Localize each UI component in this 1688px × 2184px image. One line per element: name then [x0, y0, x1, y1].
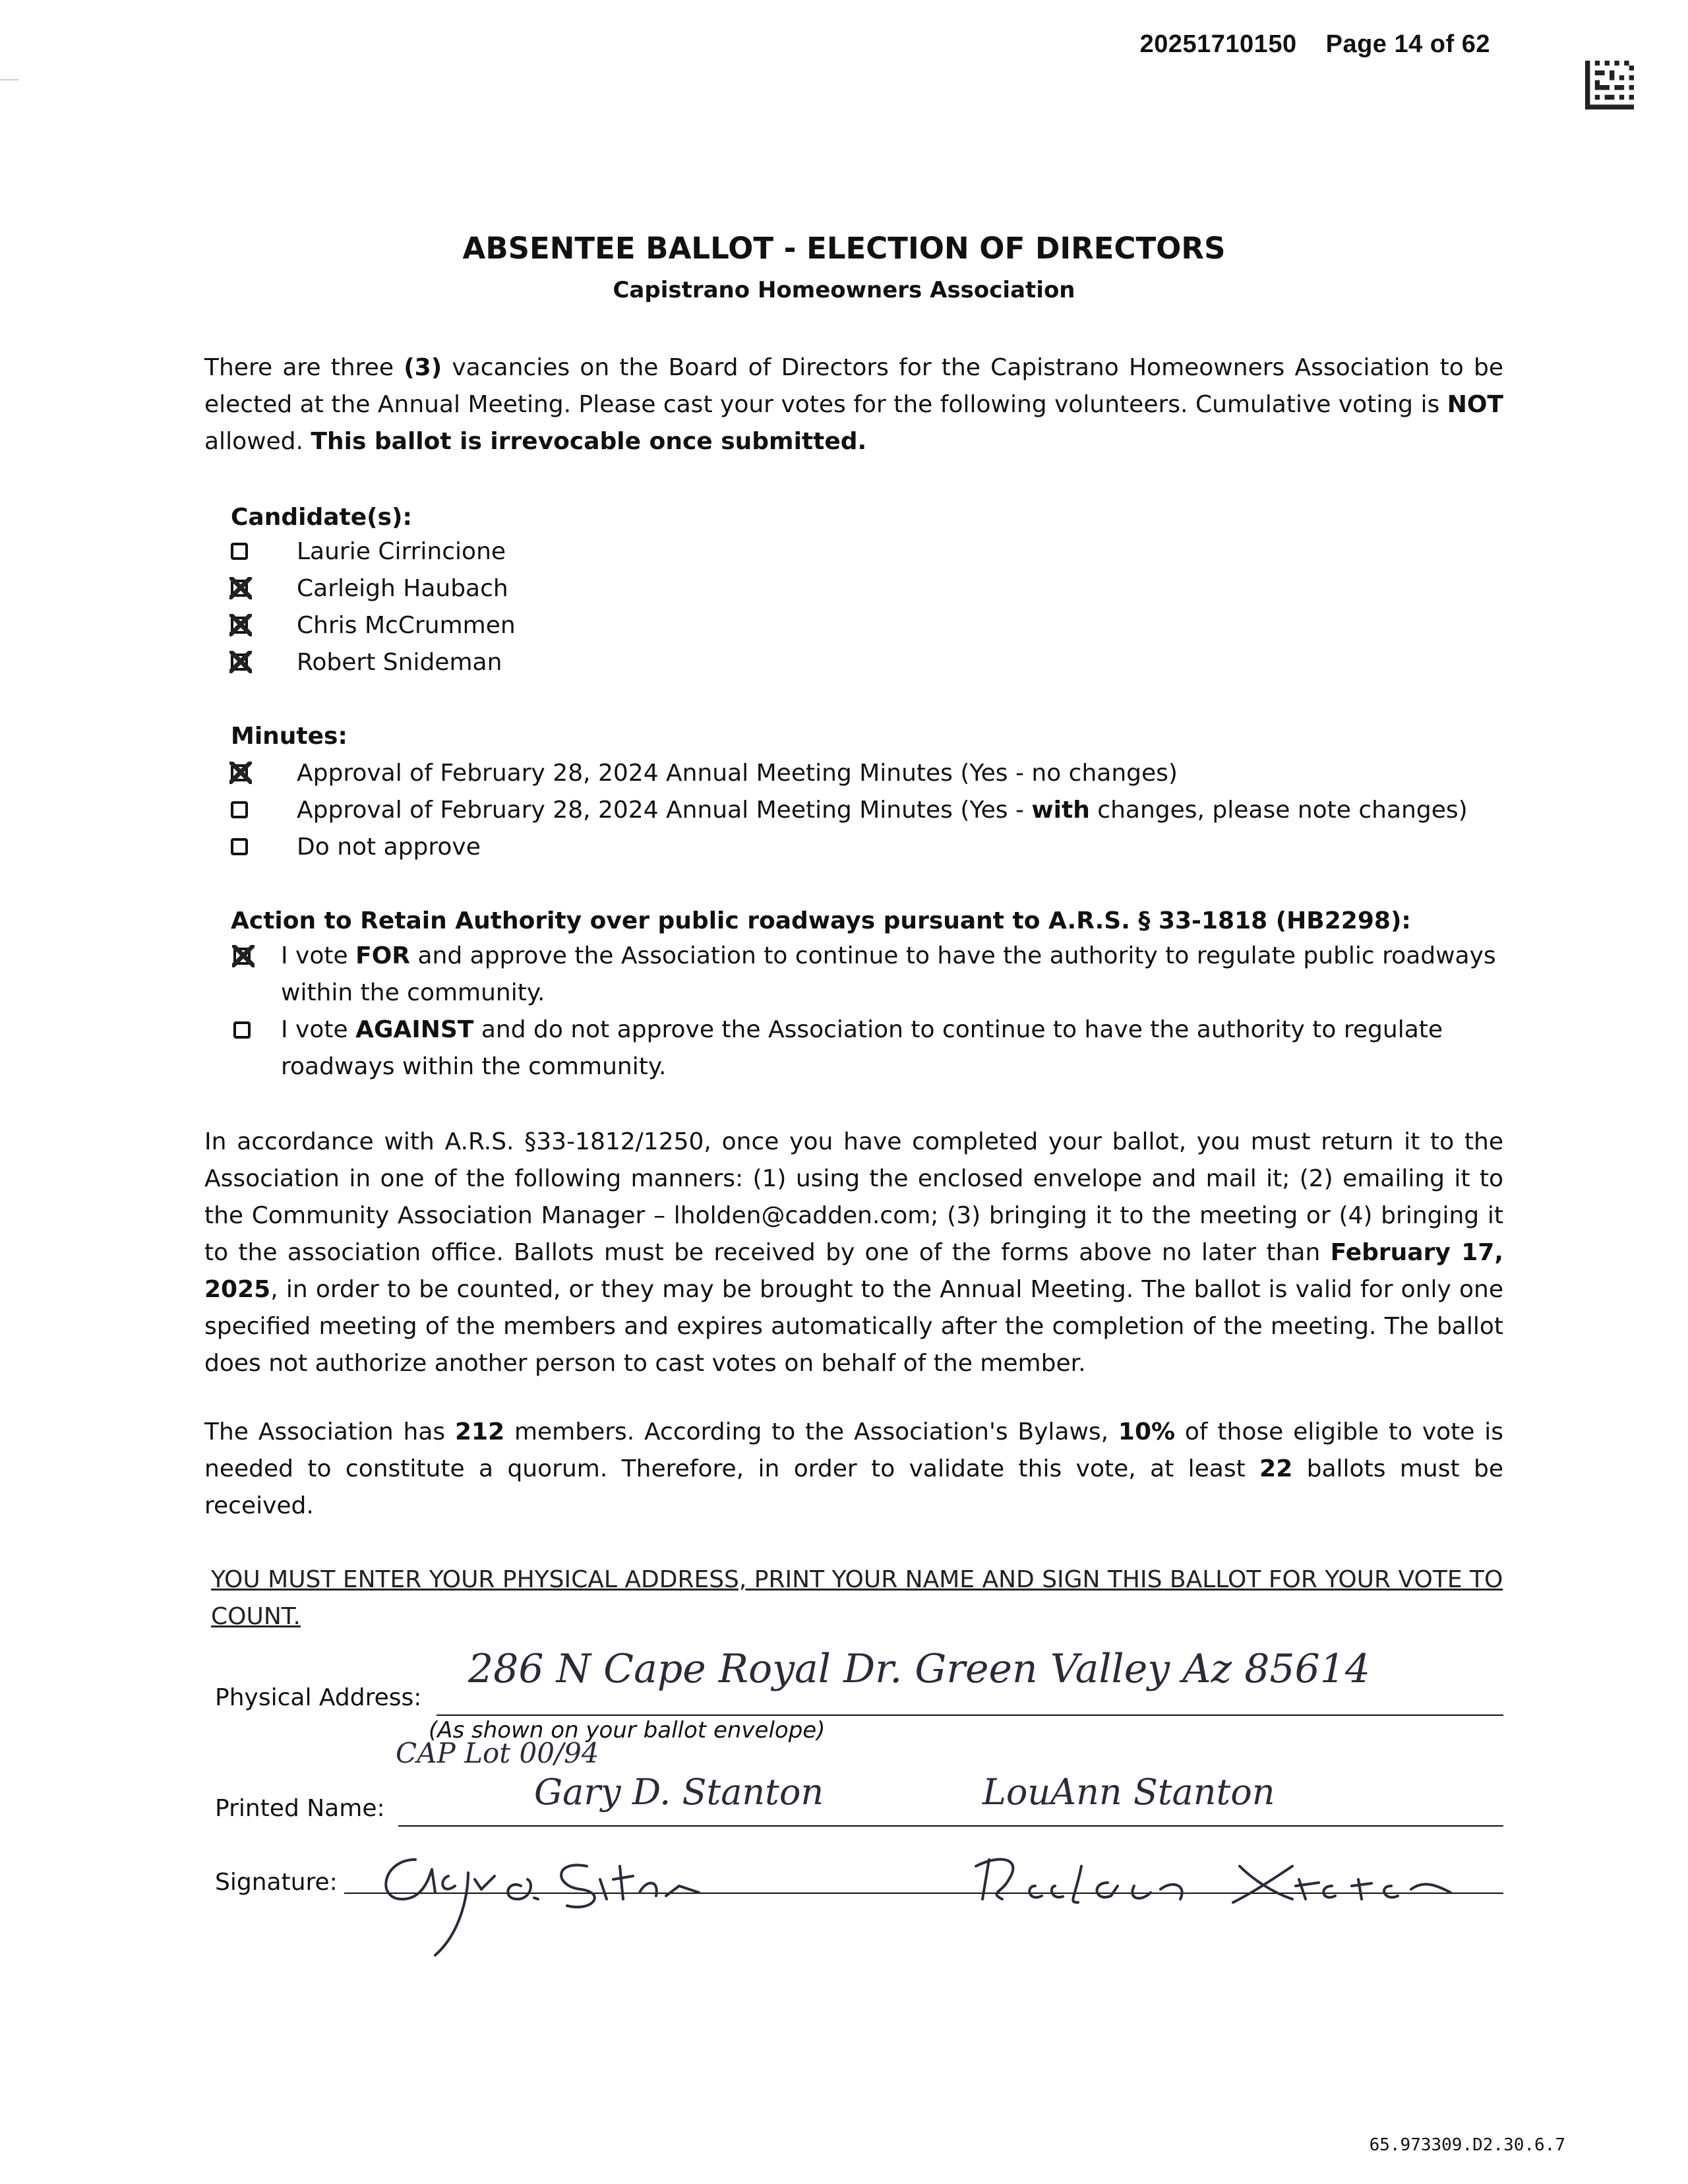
minutes-option-approve[interactable]: Approval of February 28, 2024 Annual Meeting Minutes (Yes - no changes)	[231, 754, 1178, 791]
candidate-option-4[interactable]: Robert Snideman	[231, 644, 502, 681]
address-field[interactable]: 286 N Cape Royal Dr. Green Valley Az 85614	[468, 1646, 1371, 1692]
page-indicator: Page 14 of 62	[1325, 30, 1490, 58]
association-name: Capistrano Homeowners Association	[613, 277, 1075, 303]
return-instructions-paragraph: In accordance with A.R.S. §33-1812/1250, once you have completed your ballot, you must return it to the Association in one of the following manners: (1) using the enclosed envelope and mail it; (2) emailing it to the Community Association Manager – lholden@cadden.com; (3) bringing it to the meeting or (4) bringing it to the association office. Ballots must be received by one of the forms above no later than February 17, 2025, in order to be counted, or they may be brought to the Annual Meeting. The ballot is valid for only one specified meeting of the members and expires automatically after the completion of the meeting. The ballot does not authorize another person to cast votes on behalf of the member.	[204, 1128, 1503, 1377]
signature-instruction: YOU MUST ENTER YOUR PHYSICAL ADDRESS, PRINT YOUR NAME AND SIGN THIS BALLOT FOR YOUR VOTE TO COUNT.	[211, 1566, 1503, 1630]
footer-code: 65.973309.D2.30.6.7	[1369, 2135, 1565, 2155]
minutes-heading: Minutes:	[231, 723, 347, 750]
document-header	[1140, 30, 1490, 59]
printed-name-label: Printed Name:	[215, 1795, 385, 1822]
roadways-heading: Action to Retain Authority over public roadways pursuant to A.R.S. § 33-1818 (HB2298):	[231, 907, 1411, 934]
checkbox-checked[interactable]	[231, 653, 248, 671]
signature-label: Signature:	[215, 1869, 338, 1896]
checkbox[interactable]	[233, 1021, 251, 1039]
candidate-option-1[interactable]: Laurie Cirrincione	[231, 533, 506, 570]
lot-note: CAP Lot 00/94	[396, 1737, 599, 1769]
checkbox-checked[interactable]	[231, 764, 248, 781]
signature-1[interactable]	[369, 1840, 765, 1965]
printed-name-line	[398, 1825, 1503, 1827]
checkbox[interactable]	[231, 543, 248, 560]
candidate-option-3[interactable]: Chris McCrummen	[231, 607, 516, 644]
address-note: (As shown on your ballot envelope)	[429, 1717, 826, 1744]
document-number: 20251710150	[1139, 30, 1297, 58]
candidate-option-2[interactable]: Carleigh Haubach	[231, 570, 508, 607]
roadways-option-for[interactable]: I vote FOR and approve the Association to continue to have the authority to regulate public roadways within the community.	[231, 938, 1503, 1012]
checkbox-checked[interactable]	[233, 948, 251, 965]
checkbox[interactable]	[231, 801, 248, 818]
datamatrix-code-icon	[1585, 61, 1634, 109]
minutes-option-approve-with-changes[interactable]: Approval of February 28, 2024 Annual Meeting Minutes (Yes - with changes, please note changes)	[231, 791, 1468, 828]
minutes-option-not-approve[interactable]: Do not approve	[231, 828, 481, 865]
checkbox-checked[interactable]	[231, 617, 248, 634]
scan-margin-mark	[0, 79, 18, 80]
candidates-heading: Candidate(s):	[231, 504, 412, 531]
checkbox-checked[interactable]	[231, 580, 248, 597]
signature-2[interactable]	[963, 1840, 1464, 1919]
address-label: Physical Address:	[215, 1684, 422, 1711]
quorum-paragraph: The Association has 212 members. According to the Association's Bylaws, 10% of those eligible to vote is needed to constitute a quorum. Therefore, in order to validate this vote, at least 22 ballots must be received.	[204, 1418, 1504, 1519]
ballot-title: ABSENTEE BALLOT - ELECTION OF DIRECTORS	[462, 231, 1226, 266]
printed-name-1[interactable]: Gary D. Stanton	[534, 1771, 824, 1813]
printed-name-2[interactable]: LouAnn Stanton	[982, 1771, 1275, 1813]
roadways-option-against[interactable]: I vote AGAINST and do not approve the Association to continue to have the authority to regulate roadways within the community.	[231, 1012, 1503, 1085]
intro-paragraph: There are three (3) vacancies on the Board of Directors for the Capistrano Homeowners Association to be elected at the Annual Meeting. Please cast your votes for the following volunteers. Cumulative voting is NOT allowed. This ballot is irrevocable once submitted.	[204, 354, 1504, 455]
address-line	[437, 1714, 1503, 1716]
checkbox[interactable]	[231, 838, 248, 855]
